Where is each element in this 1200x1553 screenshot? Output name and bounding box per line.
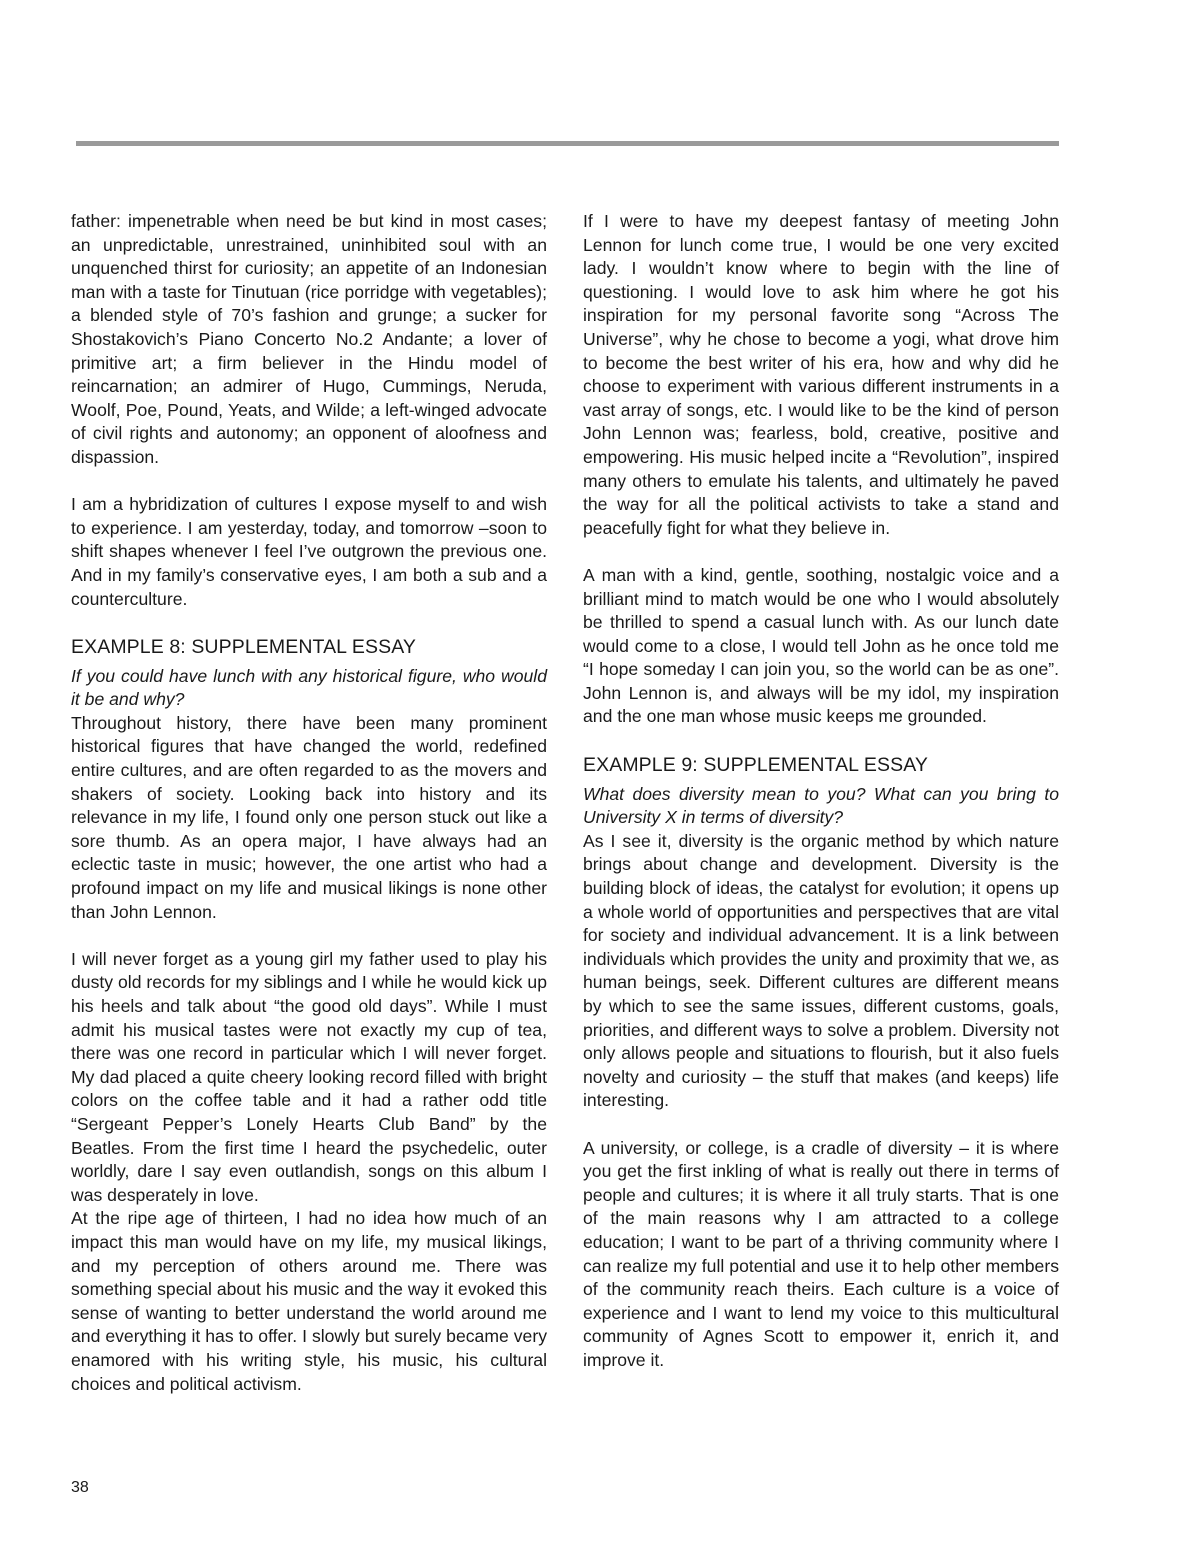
example-8-paragraph-5: A man with a kind, gentle, soothing, nostalgic voice and a brilliant mind to match would be one who I would absolutely be thrilled to spend a casual lunch with. As our lunch date would come to a close, I would tell John as he once told me “I hope someday I can join you, so the world can be as one”. John Lennon is, and always will be my idol, my inspiration and the one man whose music keeps me grounded. [583,564,1059,727]
example-8-paragraph-2: I will never forget as a young girl my father used to play his dusty old records for my siblings and I while he would kick up his heels and talk about “the good old days”. While I must admit his musical tastes were not exactly my cup of tea, there was one record in particular which I will never forget. My dad placed a quite cheery looking record filled with bright colors on the coffee table and it had a rather odd title “Sergeant Pepper’s Lonely Hearts Club Band” by the Beatles. From the first time I heard the psychedelic, outer worldly, dare I say even outlandish, songs on this album I was desperately in love. [71,948,547,1205]
example-9-prompt: What does diversity mean to you? What can you bring to University X in terms of diversity? [583,783,1059,828]
example-8-paragraph-4: If I were to have my deepest fantasy of meeting John Lennon for lunch come true, I would be one very excited lady. I wouldn’t know where to begin with the line of questioning. I would love to ask him where he got his inspiration for my personal favorite song “Across The Universe”, why he chose to become a yogi, what drove him to become the best writer of his era, how and why did he choose to experiment with various different instruments in a vast array of songs, etc. I would like to be the kind of person John Lennon was; fearless, bold, creative, positive and empowering. His music helped incite a “Revolution”, inspired many others to emulate his talents, and ultimately he paved the way for all the political activists to take a stand and peacefully fight for what they believe in. [583,211,1059,538]
header-divider [76,141,1059,146]
right-column [583,210,1059,1373]
example-8-heading: EXAMPLE 8: SUPPLEMENTAL ESSAY [71,635,416,658]
example-8-paragraph-3: At the ripe age of thirteen, I had no idea how much of an impact this man would have on my life, my musical likings, and my perception of others around me. There was something special about his music and the way it evoked this sense of wanting to better understand the world around me and everything it has to offer. I slowly but surely became very enamored with his writing style, his music, his cultural choices and political activism. [71,1208,547,1394]
example-9-paragraph-2: A university, or college, is a cradle of diversity – it is where you get the first inkling of what is really out there in terms of people and cultures; it is where it all truly starts. That is one of the main reasons why I am attracted to a college education; I want to be part of a thriving community where I can realize my full potential and use it to help other members of the community reach theirs. Each culture is a voice of experience and I want to lend my voice to this multicultural community of Agnes Scott to empower it, enrich it, and improve it. [583,1137,1059,1370]
example-9-heading: EXAMPLE 9: SUPPLEMENTAL ESSAY [583,753,928,776]
hybrid-paragraph: I am a hybridization of cultures I expose myself to and wish to experience. I am yesterday, today, and tomorrow –soon to shift shapes whenever I feel I’ve outgrown the previous one. And in my family’s conservative eyes, I am both a sub and a counterculture. [71,494,547,609]
example-8-prompt: If you could have lunch with any historical figure, who would it be and why? [71,665,547,710]
page-number: 38 [71,1479,89,1496]
example-8-paragraph-1: Throughout history, there have been many prominent historical figures that have changed the world, redefined entire cultures, and are often regarded to as the movers and shakers of society. Looking back into history and its relevance in my life, I found only one person stuck out like a sore thumb. As an opera major, I have always had an eclectic taste in music; however, the one artist who had a profound impact on my life and musical likings is none other than John Lennon. [71,712,547,922]
left-column [71,210,547,1396]
intro-continued-paragraph: father: impenetrable when need be but kind in most cases; an unpredictable, unrestrained, uninhibited soul with an unquenched thirst for curiosity; an appetite of an Indonesian man with a taste for Tinutuan (rice porridge with vegetables); a blended style of 70’s fashion and grunge; a sucker for Shostakovich’s Piano Concerto No.2 Andante; a lover of primitive art; a firm believer in the Hindu model of reincarnation; an admirer of Hugo, Cummings, Neruda, Woolf, Poe, Pound, Yeats, and Wilde; a left-winged advocate of civil rights and autonomy; an opponent of aloofness and dispassion. [71,211,547,467]
example-9-paragraph-1: As I see it, diversity is the organic method by which nature brings about change and development. Diversity is the building block of ideas, the catalyst for evolution; it opens up a whole world of opportunities and perspectives that are vital for society and individual advancement. It is a link between individuals which provides the unity and proximity that we, as human beings, seek. Different cultures are different means by which to see the same issues, different customs, goals, priorities, and different ways to solve a problem. Diversity not only allows people and situations to flourish, but it also fuels novelty and curiosity – the stuff that makes (and keeps) life interesting. [583,830,1059,1111]
